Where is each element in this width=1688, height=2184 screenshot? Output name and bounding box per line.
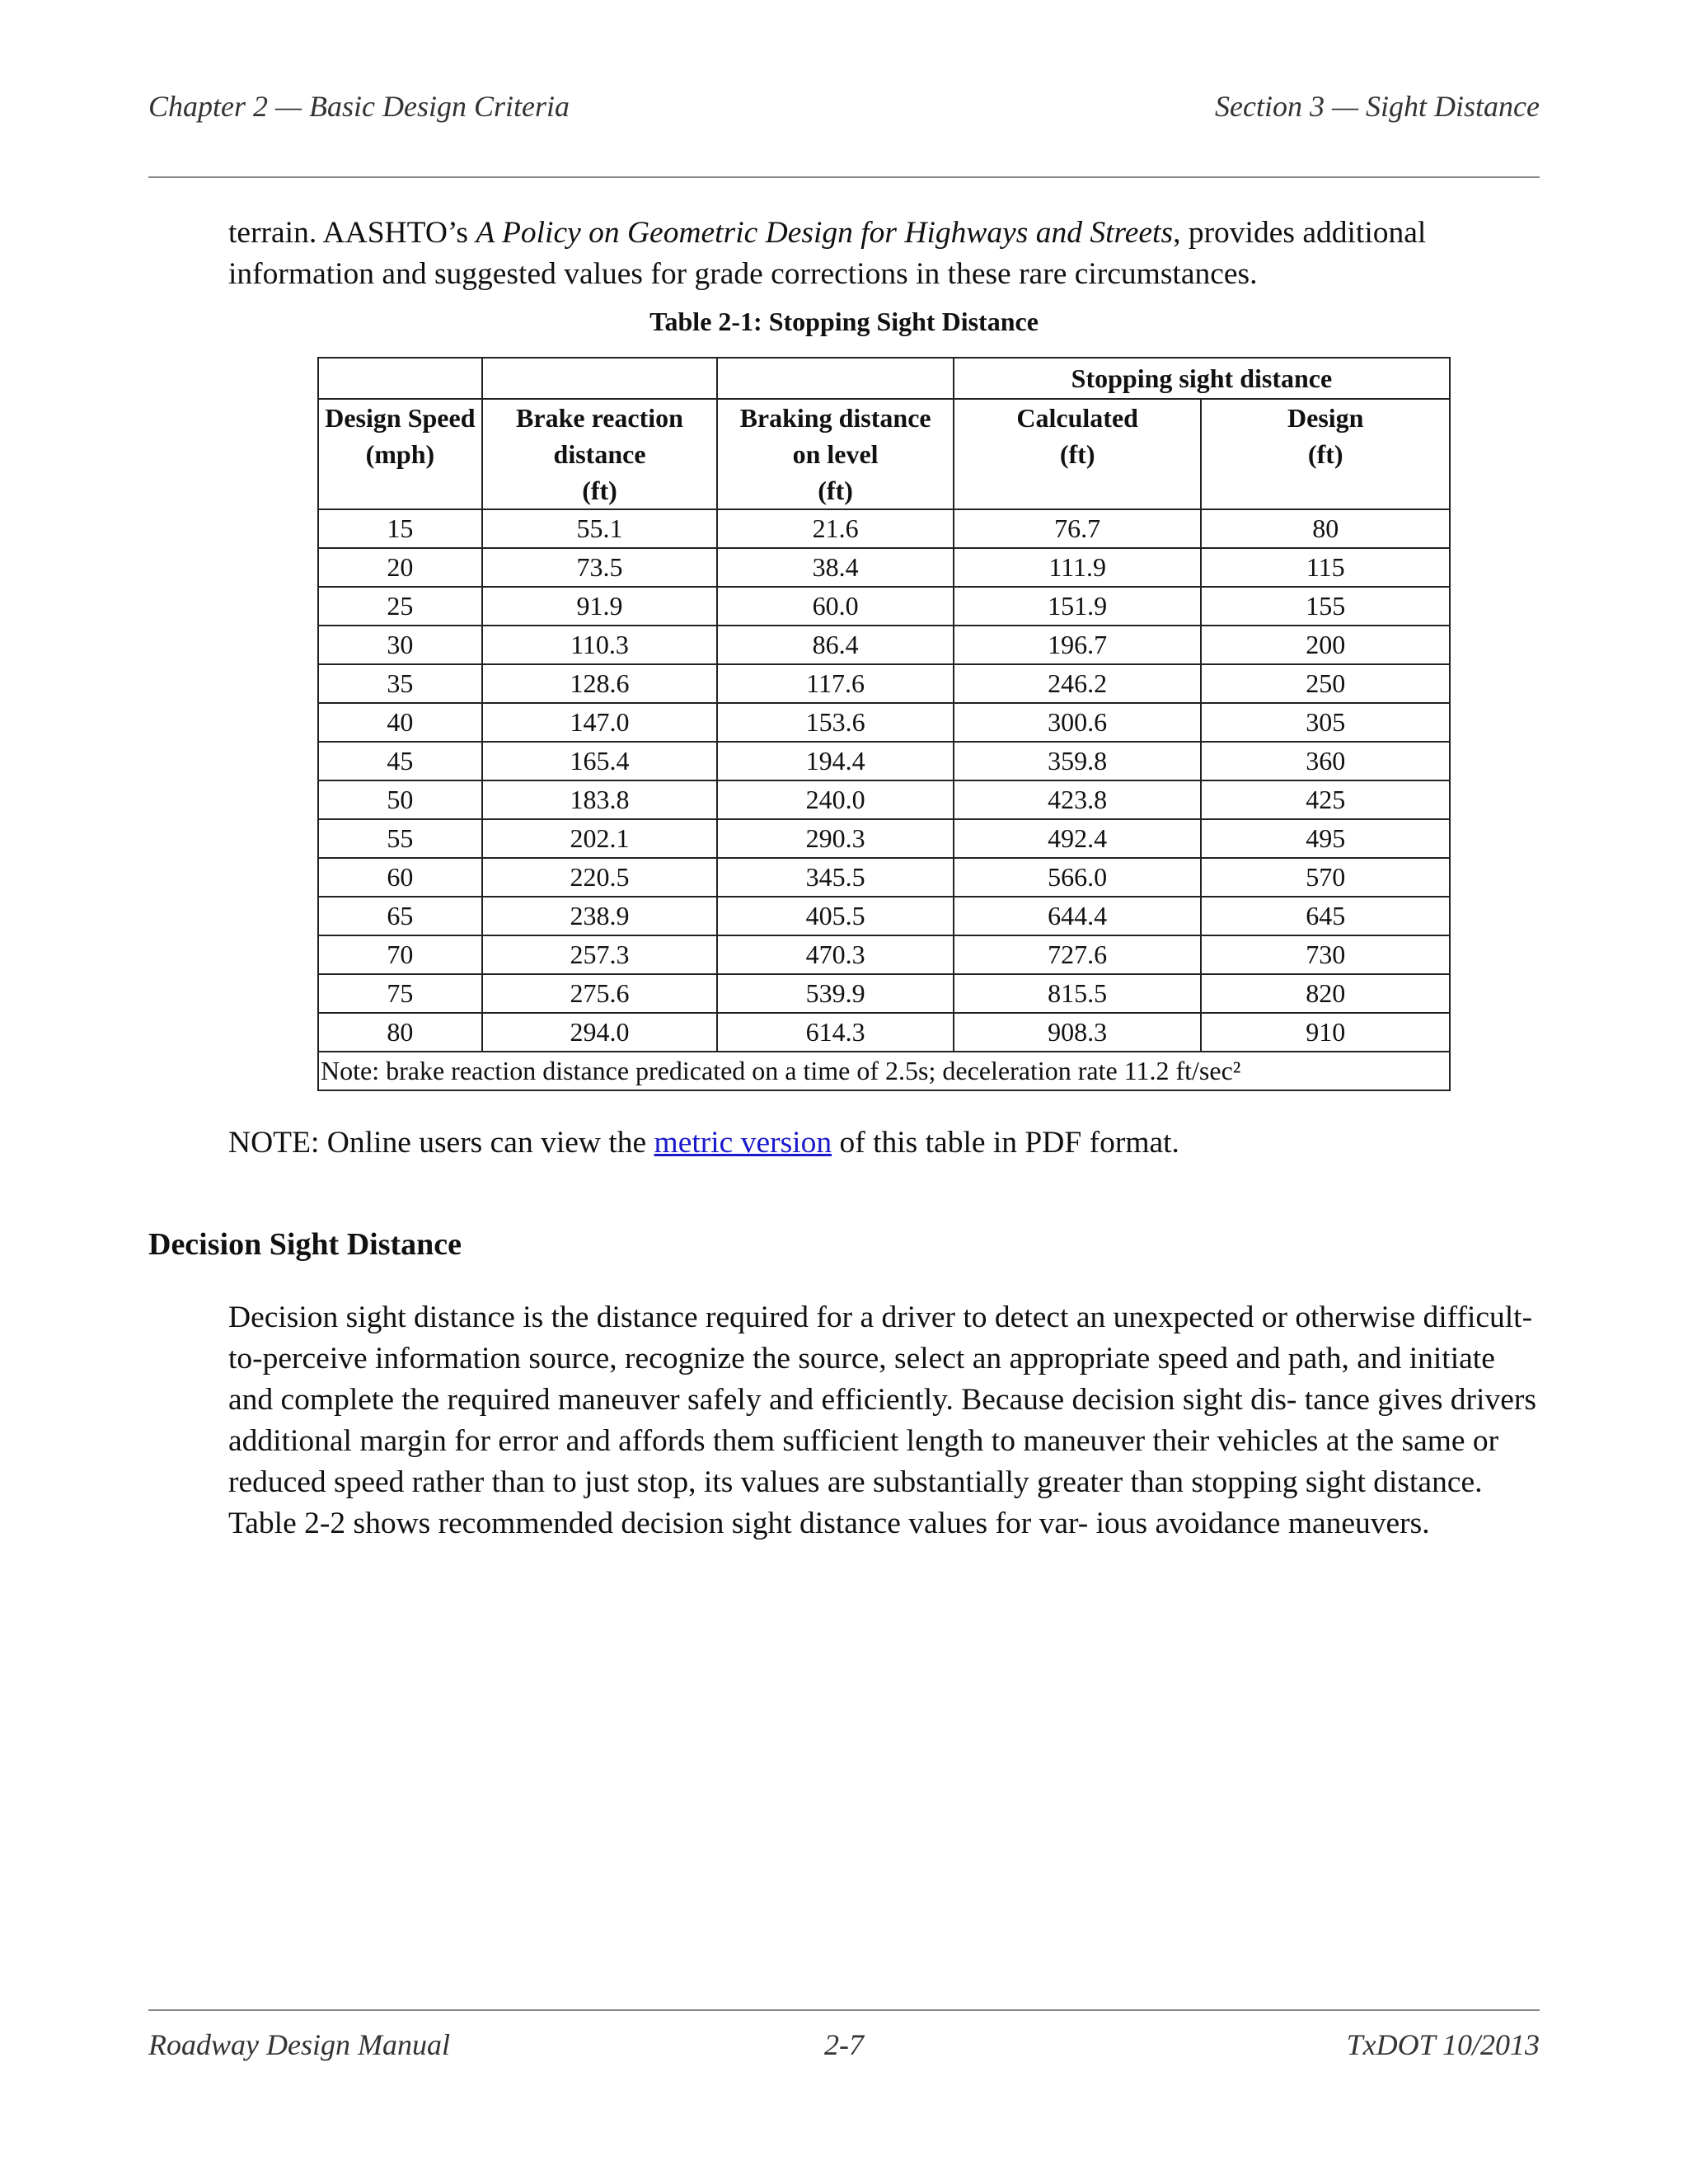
cell-design-ssd: 80 bbox=[1201, 509, 1450, 548]
cell-calculated-ssd: 151.9 bbox=[954, 587, 1202, 626]
cell-design-ssd: 115 bbox=[1201, 548, 1450, 587]
table-row bbox=[318, 703, 1450, 742]
table-row bbox=[318, 780, 1450, 819]
cell-design-ssd: 910 bbox=[1201, 1013, 1450, 1052]
cell-braking-distance-on-level: 86.4 bbox=[717, 626, 954, 664]
cell-brake-reaction-distance: 165.4 bbox=[482, 742, 718, 780]
footer-page-number: 2-7 bbox=[824, 2028, 864, 2061]
column-header-braking-distance-on-level bbox=[717, 399, 954, 509]
cell-design-speed: 70 bbox=[318, 935, 482, 974]
column-header-line: on level bbox=[792, 439, 879, 469]
section-heading: Decision Sight Distance bbox=[148, 1227, 462, 1262]
table-row bbox=[318, 587, 1450, 626]
cell-design-speed: 40 bbox=[318, 703, 482, 742]
cell-brake-reaction-distance: 55.1 bbox=[482, 509, 718, 548]
running-header-section: Section 3 — Sight Distance bbox=[1215, 90, 1540, 123]
cell-brake-reaction-distance: 73.5 bbox=[482, 548, 718, 587]
cell-braking-distance-on-level: 240.0 bbox=[717, 780, 954, 819]
cell-design-speed: 60 bbox=[318, 858, 482, 897]
cell-design-speed: 45 bbox=[318, 742, 482, 780]
cell-design-speed: 75 bbox=[318, 974, 482, 1013]
group-header-stopping-sight-distance: Stopping sight distance bbox=[954, 358, 1450, 399]
cell-calculated-ssd: 492.4 bbox=[954, 819, 1202, 858]
cell-brake-reaction-distance: 238.9 bbox=[482, 897, 718, 935]
cell-braking-distance-on-level: 153.6 bbox=[717, 703, 954, 742]
table-row bbox=[318, 858, 1450, 897]
column-header-design-ssd bbox=[1201, 399, 1450, 509]
cell-calculated-ssd: 111.9 bbox=[954, 548, 1202, 587]
intro-paragraph bbox=[228, 213, 1543, 295]
header-rule bbox=[148, 176, 1540, 178]
table-body bbox=[318, 509, 1450, 1052]
book-title: A Policy on Geometric Design for Highways and Streets bbox=[476, 216, 1174, 250]
cell-design-speed: 65 bbox=[318, 897, 482, 935]
cell-design-ssd: 495 bbox=[1201, 819, 1450, 858]
cell-design-ssd: 645 bbox=[1201, 897, 1450, 935]
cell-braking-distance-on-level: 614.3 bbox=[717, 1013, 954, 1052]
cell-design-speed: 20 bbox=[318, 548, 482, 587]
column-header-line: Design Speed bbox=[325, 403, 476, 433]
table-row bbox=[318, 664, 1450, 703]
cell-calculated-ssd: 246.2 bbox=[954, 664, 1202, 703]
cell-design-speed: 55 bbox=[318, 819, 482, 858]
intro-text-start: terrain. AASHTO’s bbox=[228, 216, 476, 250]
cell-brake-reaction-distance: 275.6 bbox=[482, 974, 718, 1013]
table-row bbox=[318, 509, 1450, 548]
column-header-line: Braking distance bbox=[739, 403, 931, 433]
cell-braking-distance-on-level: 194.4 bbox=[717, 742, 954, 780]
cell-brake-reaction-distance: 147.0 bbox=[482, 703, 718, 742]
cell-brake-reaction-distance: 110.3 bbox=[482, 626, 718, 664]
cell-design-ssd: 200 bbox=[1201, 626, 1450, 664]
cell-design-ssd: 820 bbox=[1201, 974, 1450, 1013]
cell-calculated-ssd: 908.3 bbox=[954, 1013, 1202, 1052]
column-header-line: (mph) bbox=[365, 439, 435, 469]
column-header-calculated-ssd bbox=[954, 399, 1202, 509]
cell-brake-reaction-distance: 294.0 bbox=[482, 1013, 718, 1052]
cell-brake-reaction-distance: 183.8 bbox=[482, 780, 718, 819]
cell-design-speed: 15 bbox=[318, 509, 482, 548]
running-header-chapter: Chapter 2 — Basic Design Criteria bbox=[148, 90, 570, 123]
table-row bbox=[318, 974, 1450, 1013]
cell-braking-distance-on-level: 539.9 bbox=[717, 974, 954, 1013]
cell-design-ssd: 155 bbox=[1201, 587, 1450, 626]
column-header-line: (ft) bbox=[1059, 439, 1095, 469]
cell-calculated-ssd: 300.6 bbox=[954, 703, 1202, 742]
cell-calculated-ssd: 644.4 bbox=[954, 897, 1202, 935]
cell-brake-reaction-distance: 257.3 bbox=[482, 935, 718, 974]
cell-calculated-ssd: 359.8 bbox=[954, 742, 1202, 780]
footer-publisher-date: TxDOT 10/2013 bbox=[1346, 2028, 1540, 2061]
online-note-text-end: of this table in PDF format. bbox=[832, 1126, 1179, 1160]
cell-calculated-ssd: 76.7 bbox=[954, 509, 1202, 548]
cell-design-ssd: 360 bbox=[1201, 742, 1450, 780]
table-row bbox=[318, 1013, 1450, 1052]
table-row bbox=[318, 742, 1450, 780]
cell-calculated-ssd: 727.6 bbox=[954, 935, 1202, 974]
table-row bbox=[318, 935, 1450, 974]
cell-calculated-ssd: 815.5 bbox=[954, 974, 1202, 1013]
cell-design-speed: 80 bbox=[318, 1013, 482, 1052]
cell-braking-distance-on-level: 290.3 bbox=[717, 819, 954, 858]
column-header-line: Calculated bbox=[1016, 403, 1138, 433]
table-row bbox=[318, 548, 1450, 587]
table-row bbox=[318, 897, 1450, 935]
intro-text-end: , provides additional information and suggested values for grade corrections in these rare circumstances. bbox=[228, 216, 1427, 291]
cell-braking-distance-on-level: 345.5 bbox=[717, 858, 954, 897]
cell-brake-reaction-distance: 91.9 bbox=[482, 587, 718, 626]
footer-manual-title: Roadway Design Manual bbox=[148, 2028, 450, 2061]
table-caption: Table 2-1: Stopping Sight Distance bbox=[649, 307, 1039, 336]
cell-design-ssd: 305 bbox=[1201, 703, 1450, 742]
table-footnote: Note: brake reaction distance predicated on a time of 2.5s; deceleration rate 11.2 ft/sec² bbox=[318, 1052, 1450, 1090]
decision-sight-distance-paragraph: Decision sight distance is the distance required for a driver to detect an unexpected or otherwise difficult-to-perceive information source, recognize the source, select an appropriate speed and path, and initiate and complete the required maneuver safely and efficiently. Because decision sight dis- tance gives drivers additional margin for error and affords them sufficient length to maneuver their vehicles at the same or reduced speed rather than to just stop, its values are substantially greater than stopping sight distance. Table 2-2 shows recommended decision sight distance values for var- ious avoidance maneuvers. bbox=[228, 1301, 1536, 1540]
online-note-text-start: NOTE: Online users can view the bbox=[228, 1126, 654, 1160]
column-header-line: Brake reaction bbox=[516, 403, 683, 433]
stopping-sight-distance-table bbox=[317, 357, 1451, 1091]
empty-header-cell bbox=[318, 358, 482, 399]
table-row bbox=[318, 819, 1450, 858]
cell-design-speed: 25 bbox=[318, 587, 482, 626]
cell-design-speed: 50 bbox=[318, 780, 482, 819]
footer-rule bbox=[148, 2009, 1540, 2011]
empty-header-cell bbox=[717, 358, 954, 399]
column-header-line: (ft) bbox=[818, 476, 853, 505]
cell-design-speed: 30 bbox=[318, 626, 482, 664]
cell-braking-distance-on-level: 470.3 bbox=[717, 935, 954, 974]
column-header-brake-reaction-distance bbox=[482, 399, 718, 509]
column-header-line: (ft) bbox=[1307, 439, 1343, 469]
cell-design-speed: 35 bbox=[318, 664, 482, 703]
cell-calculated-ssd: 566.0 bbox=[954, 858, 1202, 897]
column-header-line: (ft) bbox=[582, 476, 617, 505]
cell-design-ssd: 250 bbox=[1201, 664, 1450, 703]
cell-braking-distance-on-level: 117.6 bbox=[717, 664, 954, 703]
cell-design-ssd: 570 bbox=[1201, 858, 1450, 897]
cell-calculated-ssd: 196.7 bbox=[954, 626, 1202, 664]
empty-header-cell bbox=[482, 358, 718, 399]
column-header-line: distance bbox=[553, 439, 646, 469]
cell-calculated-ssd: 423.8 bbox=[954, 780, 1202, 819]
cell-brake-reaction-distance: 128.6 bbox=[482, 664, 718, 703]
column-header-design-speed bbox=[318, 399, 482, 509]
cell-braking-distance-on-level: 21.6 bbox=[717, 509, 954, 548]
table-row bbox=[318, 626, 1450, 664]
cell-design-ssd: 425 bbox=[1201, 780, 1450, 819]
cell-braking-distance-on-level: 405.5 bbox=[717, 897, 954, 935]
column-header-line: Design bbox=[1287, 403, 1364, 433]
cell-design-ssd: 730 bbox=[1201, 935, 1450, 974]
column-header-row bbox=[318, 399, 1450, 509]
cell-braking-distance-on-level: 38.4 bbox=[717, 548, 954, 587]
cell-brake-reaction-distance: 220.5 bbox=[482, 858, 718, 897]
online-note bbox=[228, 1122, 1543, 1164]
cell-braking-distance-on-level: 60.0 bbox=[717, 587, 954, 626]
metric-version-link[interactable]: metric version bbox=[654, 1126, 832, 1160]
cell-brake-reaction-distance: 202.1 bbox=[482, 819, 718, 858]
